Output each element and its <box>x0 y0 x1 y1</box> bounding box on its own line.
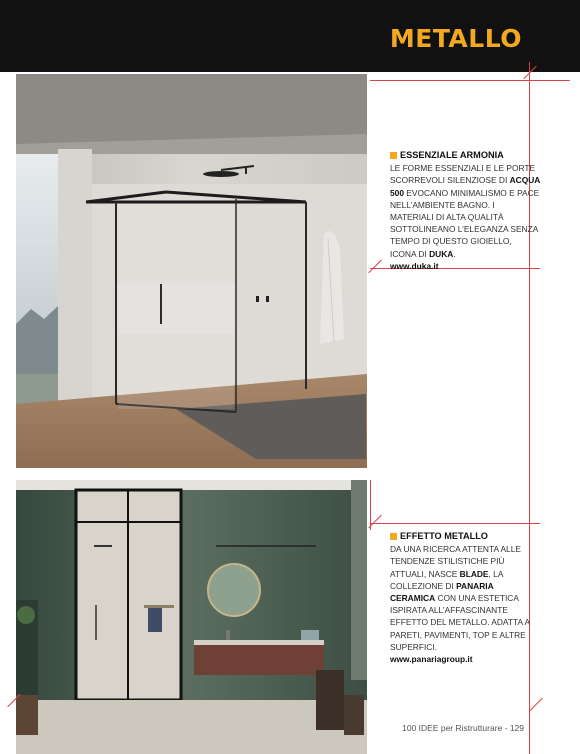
crop-guide-top <box>370 80 570 81</box>
section-title: METALLO <box>389 24 522 53</box>
green-bathroom-photo <box>16 480 367 754</box>
caption-body: LE FORME ESSENZIALI E LE PORTE SCORREVOLI SILENZIOSE DI ACQUA 500 EVOCANO MINIMALISMO E PACE NELL’AMBIENTE BAGNO. I MATERIALI DI ALTA QUALITÀ SOTTOLINEANO L’ELEGANZA SENZA TEMPO DI QUESTO GIOIELLO, ICONA DI DUKA. <box>390 163 541 259</box>
bullet-square-icon <box>390 152 397 159</box>
crop-guide-lower <box>370 523 540 524</box>
caption-essenziale-armonia <box>390 149 540 272</box>
caption-body: DA UNA RICERCA ATTENTA ALLE TENDENZE STILISTICHE PIÙ ATTUALI, NASCE BLADE, LA COLLEZIONE DI PANARIA CERAMICA CON UNA ESTETICA ISPIRATA ALL’AFFASCINANTE EFFETTO DEL METALLO. ADATTA A PARETI, PAVIMENTI, TOP E ALTRE SUPERFICI. <box>390 544 530 652</box>
crop-mark <box>529 698 542 711</box>
website-link[interactable]: www.panariagroup.it <box>390 654 473 665</box>
crop-mark <box>368 260 381 273</box>
shower-enclosure-illustration <box>16 74 367 468</box>
caption-effetto-metallo <box>390 530 540 665</box>
crop-guide-short <box>370 480 371 530</box>
green-bathroom-illustration <box>16 480 367 754</box>
caption-title: ESSENZIALE ARMONIA <box>390 149 540 161</box>
caption-title: EFFETTO METALLO <box>390 530 540 542</box>
website-link[interactable]: www.duka.it <box>390 260 439 271</box>
bullet-square-icon <box>390 533 397 540</box>
shower-enclosure-photo <box>16 74 367 468</box>
page-footer: 100 IDEE per Ristrutturare - 129 <box>402 723 524 733</box>
